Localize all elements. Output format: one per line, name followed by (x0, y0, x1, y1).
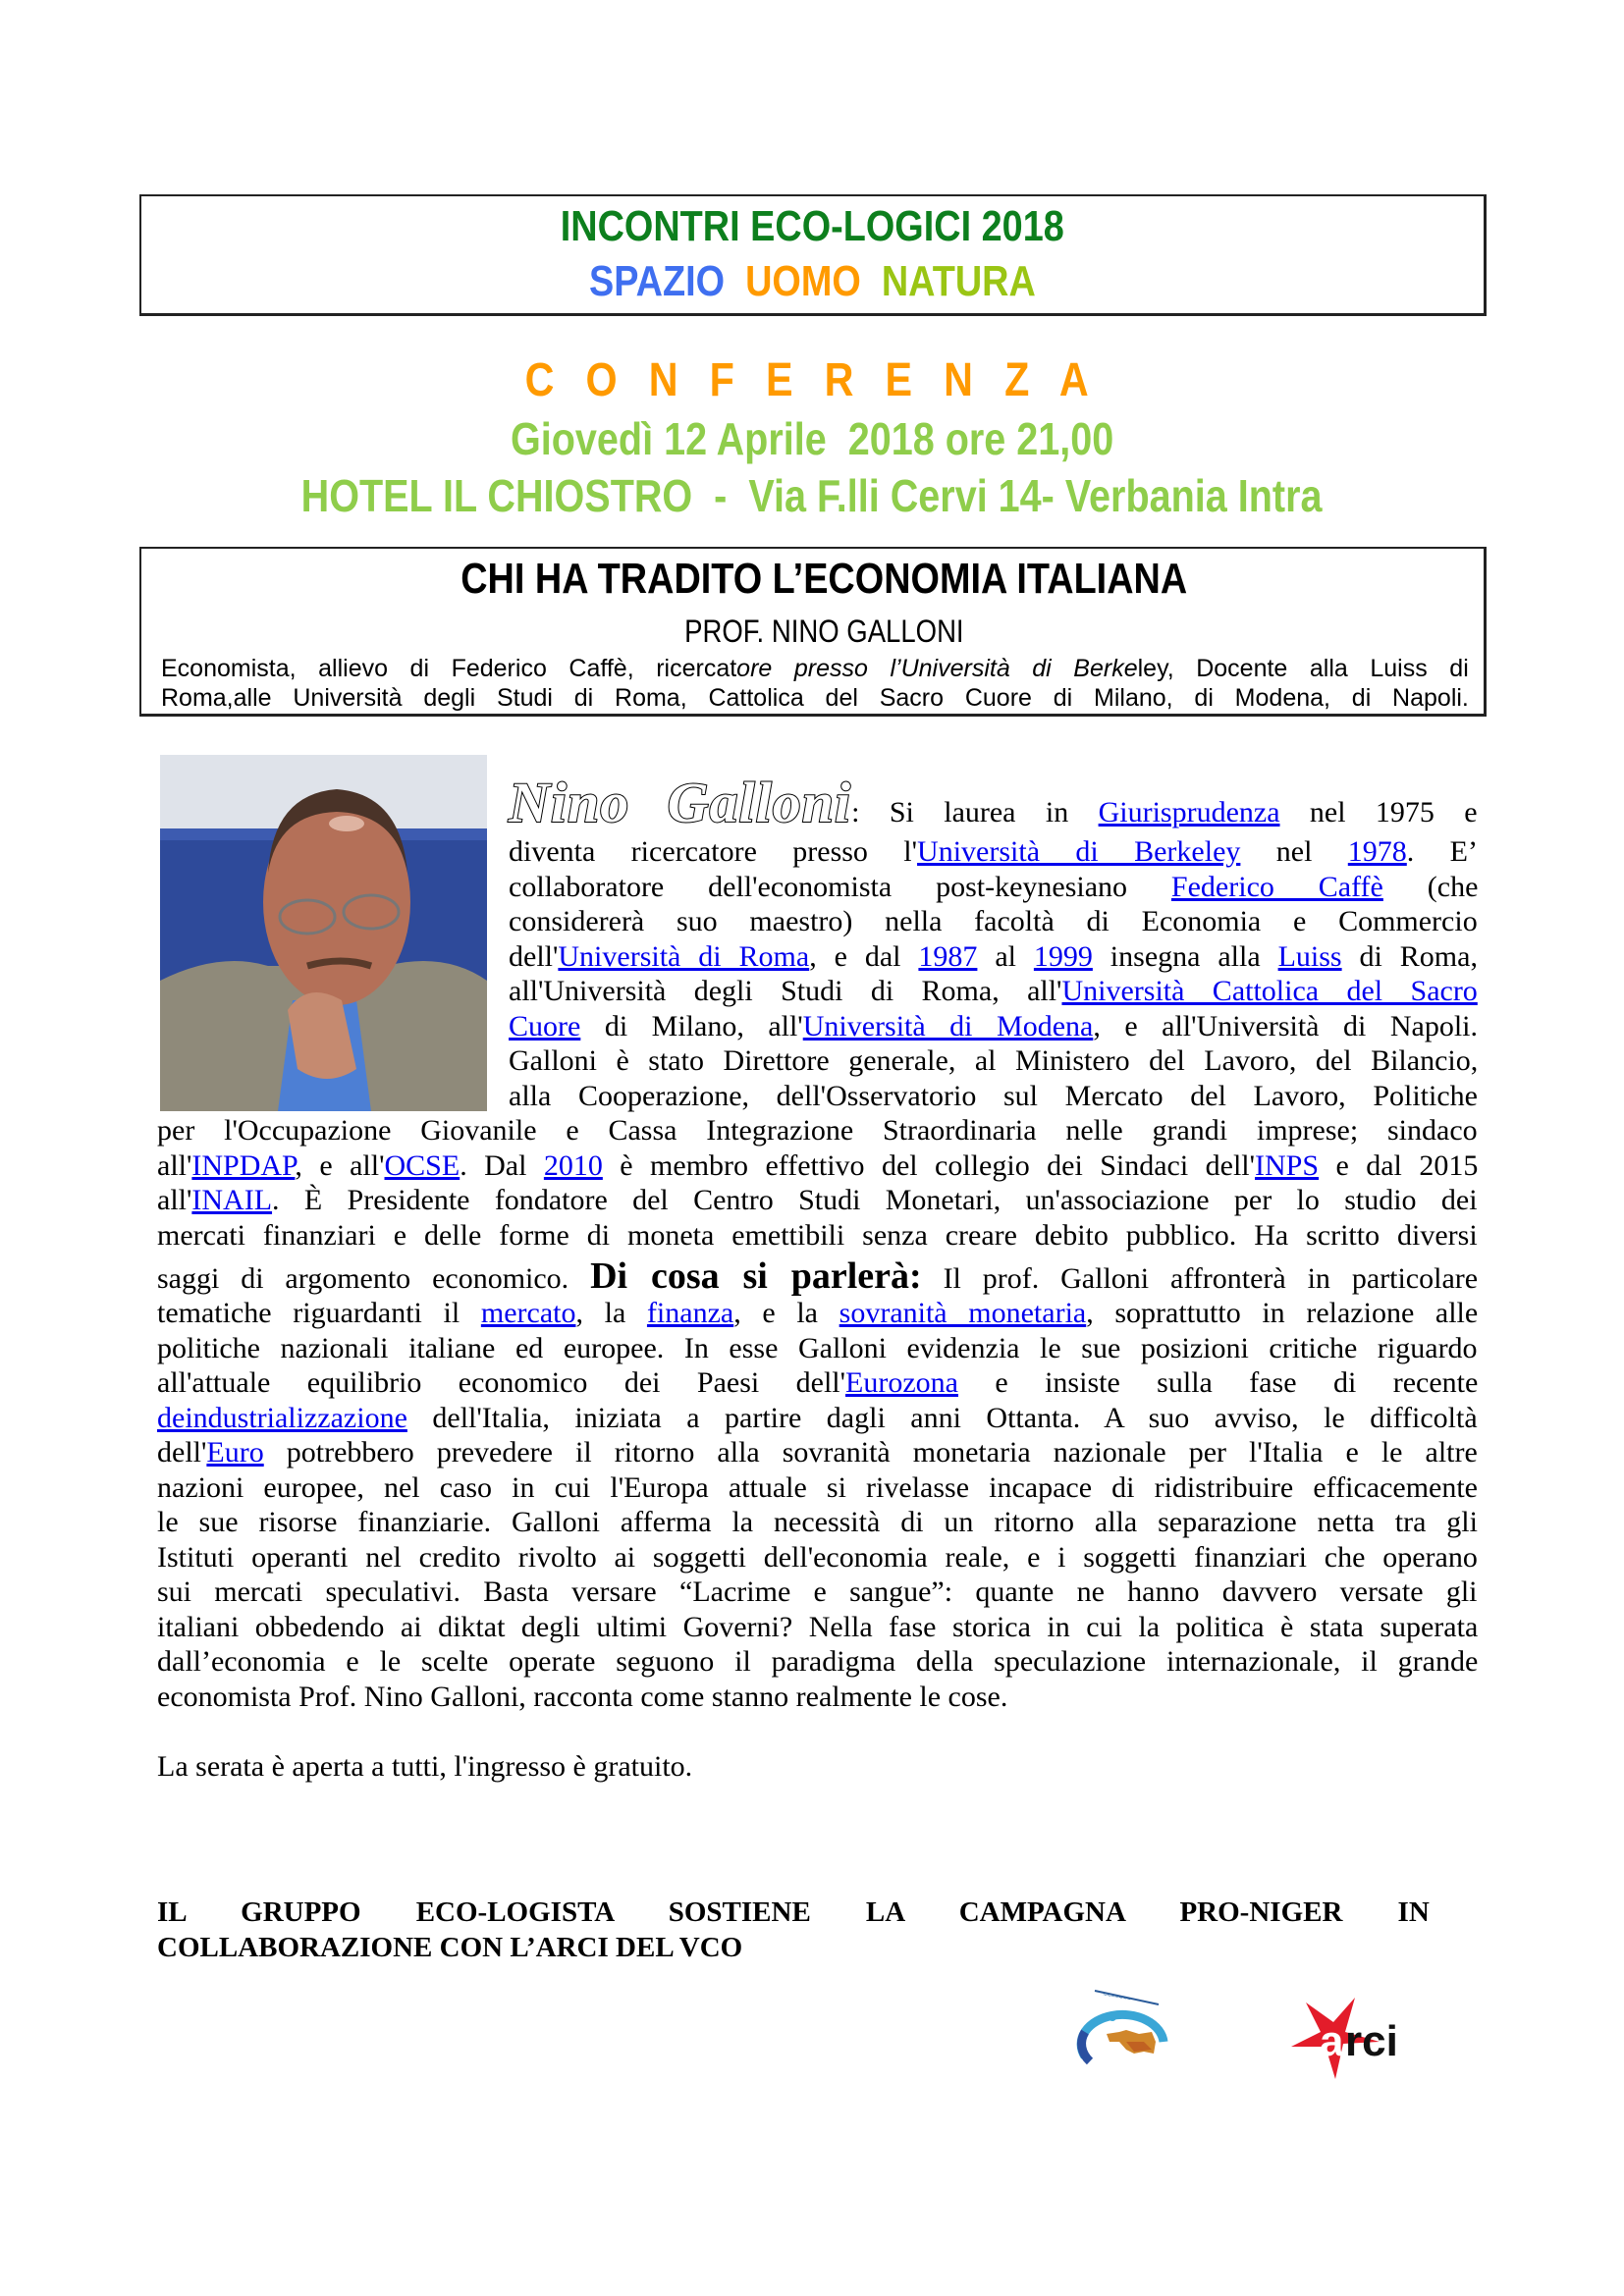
speaker-photo (160, 755, 487, 1111)
speaker-name-text: PROF. NINO GALLONI (683, 614, 964, 649)
text: nel 1975 e (1279, 796, 1478, 828)
link-1999[interactable]: 1999 (1033, 940, 1093, 973)
text: saggi di argomento economico. (157, 1262, 591, 1295)
link-deindustrializzazione[interactable]: deindustrializzazione (157, 1402, 407, 1434)
text: , la (575, 1297, 647, 1329)
event-type-text: C O N F E R E N Z A (524, 354, 1100, 406)
text: insegna alla (1092, 940, 1278, 973)
body-line (157, 1113, 1478, 1148)
body-line (509, 1043, 1478, 1079)
body-line (157, 1218, 1478, 1254)
speaker-name-heading: Nino Galloni (509, 771, 852, 834)
link-2010[interactable]: 2010 (543, 1149, 603, 1182)
body-line (157, 1470, 1478, 1506)
text: economista Prof. Nino Galloni, racconta come stanno realmente le cose. (157, 1681, 1008, 1713)
text: , soprattutto in relazione alle (1086, 1297, 1479, 1329)
text: le sue risorse finanziarie. Galloni afferma la necessità di un ritorno alla separazione netta tra gli (157, 1506, 1478, 1538)
body-line (157, 1365, 1478, 1401)
arci-logo-graphic (1286, 1993, 1424, 2081)
body-line (157, 1644, 1478, 1680)
bio-text: Economista, allievo di Federico Caffè, ricercat (161, 655, 737, 682)
text: considererà suo maestro) nella facoltà di Economia e Commercio (509, 905, 1478, 937)
text: , e all'Università di Napoli. (1093, 1010, 1478, 1042)
link-federico-caffe[interactable]: Federico Caffè (1170, 871, 1383, 903)
body-line (509, 1079, 1478, 1114)
text: nel (1240, 835, 1348, 868)
text: per l'Occupazione Giovanile e Cassa Integrazione Straordinaria nelle grandi imprese; sindaco (157, 1114, 1478, 1147)
body-line (509, 974, 1478, 1009)
subtitle-spazio: SPAZIO (589, 257, 726, 305)
text: e insiste sulla fase di recente (957, 1366, 1479, 1399)
bio-italic-text: ore presso l’Università di Berke (736, 655, 1138, 682)
body-line (157, 1540, 1478, 1575)
link-1987[interactable]: 1987 (918, 940, 978, 973)
speaker-name (141, 614, 1506, 650)
link-inail[interactable]: INAIL (191, 1184, 273, 1216)
link-1978[interactable]: 1978 (1347, 835, 1407, 868)
speaker-bio-line-2: Roma,alle Università degli Studi di Roma, Cattolica del Sacro Cuore di Milano, di Modena, di Napoli. (161, 684, 1469, 712)
body-line (157, 1505, 1478, 1540)
body-line (157, 1183, 1478, 1218)
body-line (157, 1610, 1478, 1645)
header-box (139, 194, 1487, 316)
text: Istituti operanti nel credito rivolto ai soggetti dell'economia reale, e i soggetti finanziari che operano (157, 1541, 1478, 1574)
text: all' (157, 1149, 192, 1182)
niger-campaign-logo (1065, 1983, 1183, 2081)
niger-logo-graphic (1065, 1983, 1183, 2081)
link-ocse[interactable]: OCSE (384, 1149, 460, 1182)
body-line (509, 904, 1478, 939)
event-type (0, 353, 1624, 407)
link-mercato[interactable]: mercato (480, 1297, 576, 1329)
text: mercati finanziari e delle forme di moneta emettibili senza creare debito pubblico. Ha scritto diversi (157, 1219, 1478, 1252)
text: è membro effettivo del collegio dei Sindaci dell' (602, 1149, 1256, 1182)
text: dell'Italia, iniziata a partire dagli anni Ottanta. A suo avviso, le difficoltà (406, 1402, 1478, 1434)
text: di Milano, all' (580, 1010, 803, 1042)
body-line (509, 939, 1478, 975)
body-line (509, 1009, 1478, 1044)
talk-box (139, 547, 1487, 717)
text: politiche nazionali italiane ed europee. In esse Galloni evidenzia le sue posizioni critiche riguardo (157, 1332, 1478, 1364)
series-title (141, 202, 1484, 251)
link-universita-cattolica-cont[interactable]: Cuore (509, 1010, 581, 1042)
text: all'attuale equilibrio economico dei Paesi dell' (157, 1366, 846, 1399)
body-line (157, 1401, 1478, 1436)
text: : Si laurea in (851, 796, 1099, 828)
link-sovranita-monetaria[interactable]: sovranità monetaria (839, 1297, 1087, 1329)
text: sui mercati speculativi. Basta versare “Lacrime e sangue”: quante ne hanno davvero versate gli (157, 1575, 1478, 1608)
text: all'Università degli Studi di Roma, all' (509, 975, 1062, 1007)
text: Galloni è stato Direttore generale, al Ministero del Lavoro, del Bilancio, (509, 1044, 1479, 1077)
text: tematiche riguardanti il (157, 1297, 481, 1329)
body-line (509, 771, 1478, 834)
body-line (157, 1435, 1478, 1470)
body-line (157, 1331, 1478, 1366)
event-venue-text: HOTEL IL CHIOSTRO - Via F.lli Cervi 14- Verbania Intra (301, 470, 1323, 521)
series-subtitle (141, 257, 1484, 306)
text: italiani obbedendo ai diktat degli ultimi Governi? Nella fase storica in cui la politica è stata superata (157, 1611, 1479, 1643)
link-inpdap[interactable]: INPDAP (191, 1149, 296, 1182)
link-universita-roma[interactable]: Università di Roma (558, 940, 810, 973)
text: dell' (157, 1436, 207, 1468)
text: . E’ (1406, 835, 1478, 868)
talk-title (141, 555, 1506, 604)
text: . Dal (460, 1149, 544, 1182)
text: . È Presidente fondatore del Centro Studi Monetari, un'associazione per lo studio dei (272, 1184, 1478, 1216)
event-date (0, 412, 1624, 465)
footer-line-2: COLLABORAZIONE CON L’ARCI DEL VCO (157, 1932, 743, 1963)
text: e dal 2015 (1319, 1149, 1479, 1182)
text: alla Cooperazione, dell'Osservatorio sul Mercato del Lavoro, Politiche (509, 1080, 1478, 1112)
body-line (157, 1148, 1478, 1184)
body-line (509, 834, 1478, 870)
text: di Roma, (1341, 940, 1478, 973)
text: collaboratore dell'economista post-keynesiano (509, 871, 1171, 903)
link-universita-cattolica[interactable]: Università Cattolica del Sacro (1061, 975, 1478, 1007)
link-giurisprudenza[interactable]: Giurisprudenza (1098, 796, 1280, 828)
link-universita-modena[interactable]: Università di Modena (802, 1010, 1094, 1042)
event-venue (0, 469, 1624, 522)
link-universita-berkeley[interactable]: Università di Berkeley (917, 835, 1241, 868)
body-line (157, 1680, 1478, 1715)
arci-logo (1286, 1993, 1424, 2081)
bio-text: ley, Docente alla Luiss di (1137, 655, 1469, 682)
text: dall’economia e le scelte operate seguono il paradigma della speculazione internazionale, il grande (157, 1645, 1479, 1678)
text: al (977, 940, 1034, 973)
link-eurozona[interactable]: Eurozona (845, 1366, 958, 1399)
portrait-image (160, 755, 487, 1111)
link-inps[interactable]: INPS (1255, 1149, 1320, 1182)
text: nazioni europee, nel caso in cui l'Europa attuale si rivelasse incapace di ridistribuire efficacemente (157, 1471, 1479, 1504)
text: all' (157, 1184, 192, 1216)
link-luiss[interactable]: Luiss (1277, 940, 1342, 973)
body-line (157, 1575, 1478, 1610)
footer-line-1: IL GRUPPO ECO-LOGISTA SOSTIENE LA CAMPAGNA PRO-NIGER IN (157, 1896, 1430, 1928)
talk-title-text: CHI HA TRADITO L’ECONOMIA ITALIANA (460, 555, 1187, 603)
event-date-text: Giovedì 12 Aprile 2018 ore 21,00 (510, 413, 1114, 464)
body-line (509, 870, 1478, 905)
text: dell' (509, 940, 559, 973)
text: potrebbero prevedere il ritorno alla sovranità monetaria nazionale per l'Italia e le altre (263, 1436, 1478, 1468)
text: , e la (733, 1297, 839, 1329)
text: (che (1382, 871, 1479, 903)
svg-text:rci: rci (1345, 2017, 1398, 2065)
topic-heading: Di cosa si parlerà: (590, 1255, 922, 1297)
text: Il prof. Galloni affronterà in particolare (921, 1262, 1479, 1295)
subtitle-natura: NATURA (881, 257, 1036, 305)
entry-note: La serata è aperta a tutti, l'ingresso è gratuito. (157, 1750, 693, 1783)
series-title-text: INCONTRI ECO-LOGICI 2018 (560, 202, 1065, 250)
svg-text:~~~~~~~: ~~~~~~~ (1102, 1992, 1131, 2004)
link-euro[interactable]: Euro (206, 1436, 264, 1468)
link-finanza[interactable]: finanza (646, 1297, 734, 1329)
body-line (157, 1296, 1478, 1331)
text: diventa ricercatore presso l' (509, 835, 918, 868)
body-line (157, 1256, 1478, 1296)
text: , e all' (295, 1149, 385, 1182)
speaker-bio-line-1 (161, 655, 1469, 683)
subtitle-uomo: UOMO (745, 257, 861, 305)
text: , e dal (809, 940, 919, 973)
svg-text:a: a (1320, 2017, 1344, 2065)
